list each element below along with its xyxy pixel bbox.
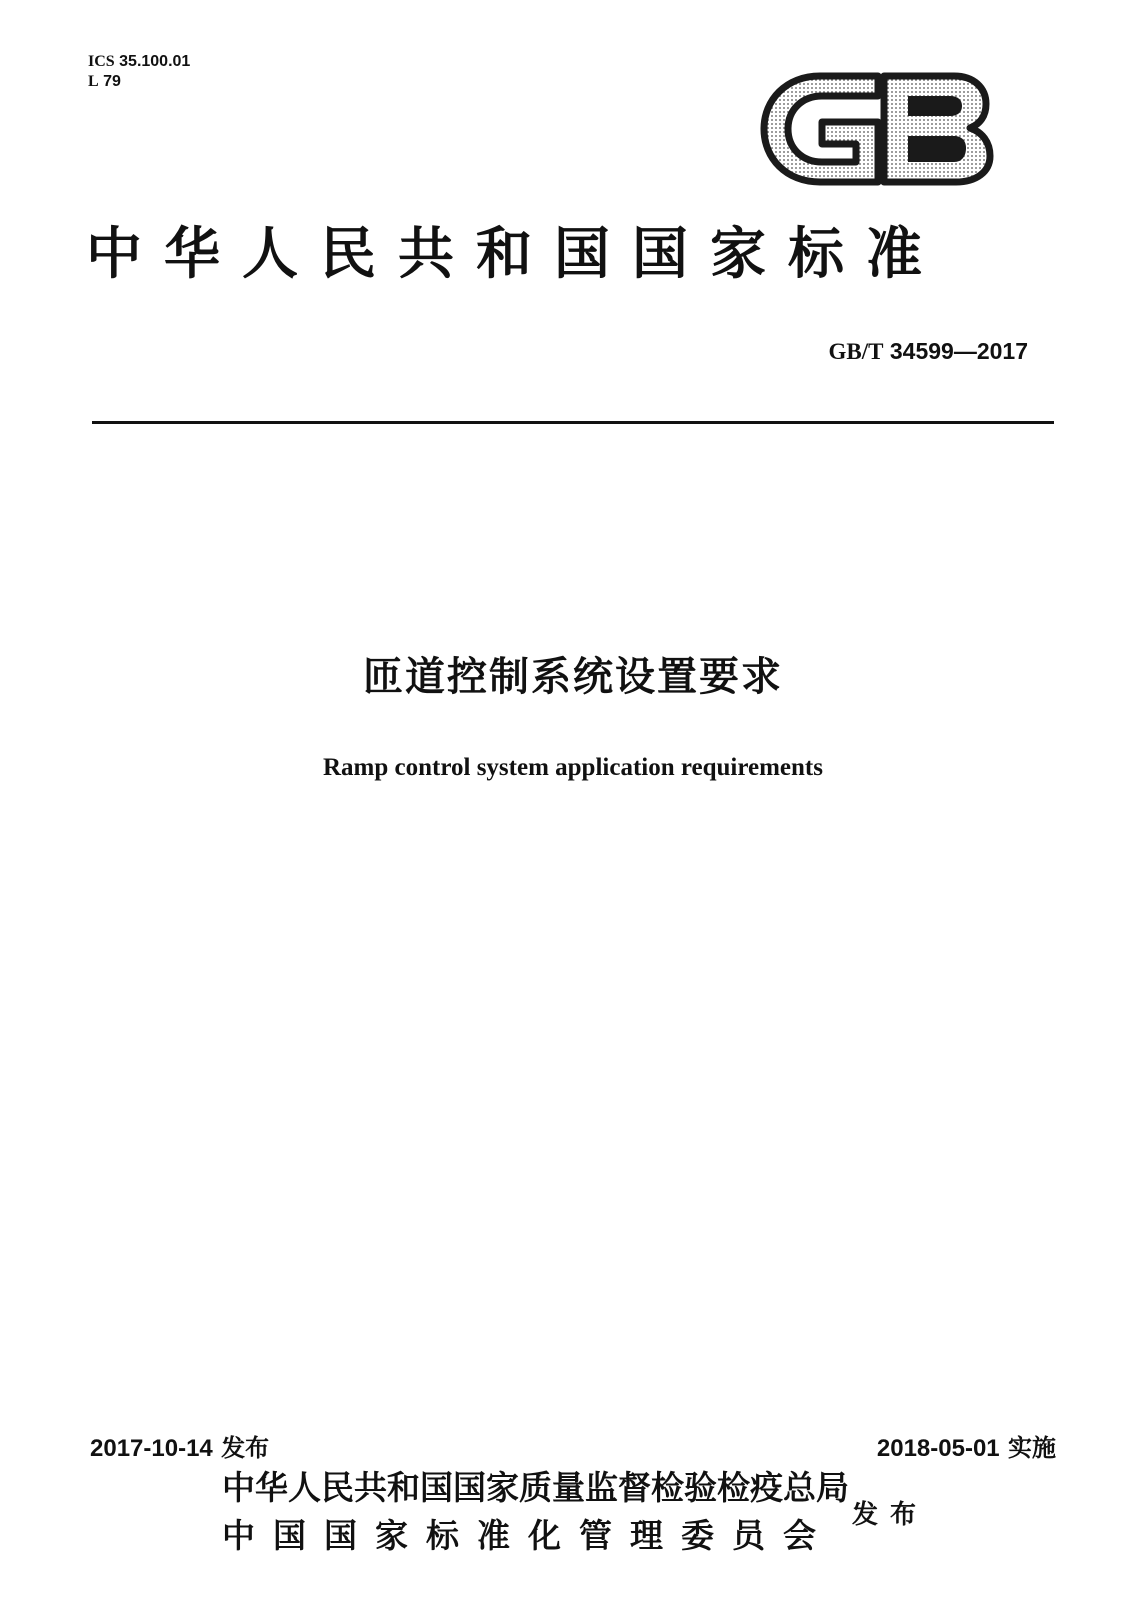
standard-number-value: 34599—2017 [889,338,1028,364]
standard-title-chinese: 匝道控制系统设置要求 [363,654,783,700]
standard-title-english: Ramp control system application requirements [323,754,823,781]
standard-number-prefix: GB/T [828,339,884,364]
ccs-code: 79 [103,73,121,90]
implementation-date-value: 2018-05-01 [876,1435,1000,1462]
issuer-sac: 中国国家标准化管理委员会 [222,1516,834,1555]
classification-codes [88,52,190,92]
ccs-label: L [88,73,99,90]
implementation-date-label: 实施 [1008,1434,1056,1462]
gb-logo-icon [758,70,996,188]
header-divider [92,421,1054,424]
issuers-publish-label: 发布 [852,1500,929,1530]
ics-label: ICS [88,53,115,70]
implementation-date [877,1428,1056,1463]
ccs-code-line [88,72,190,92]
authority-title: 中华人民共和国国家标准 [86,222,944,287]
issue-date-label: 发布 [221,1434,270,1462]
ics-code: 35.100.01 [119,53,191,70]
issue-date-value: 2017-10-14 [90,1435,213,1462]
ics-code-line [88,52,190,72]
standard-number [829,338,1028,365]
issue-date [90,1428,269,1463]
issuer-aqsiq: 中华人民共和国国家质量监督检验检疫总局 [222,1468,849,1507]
